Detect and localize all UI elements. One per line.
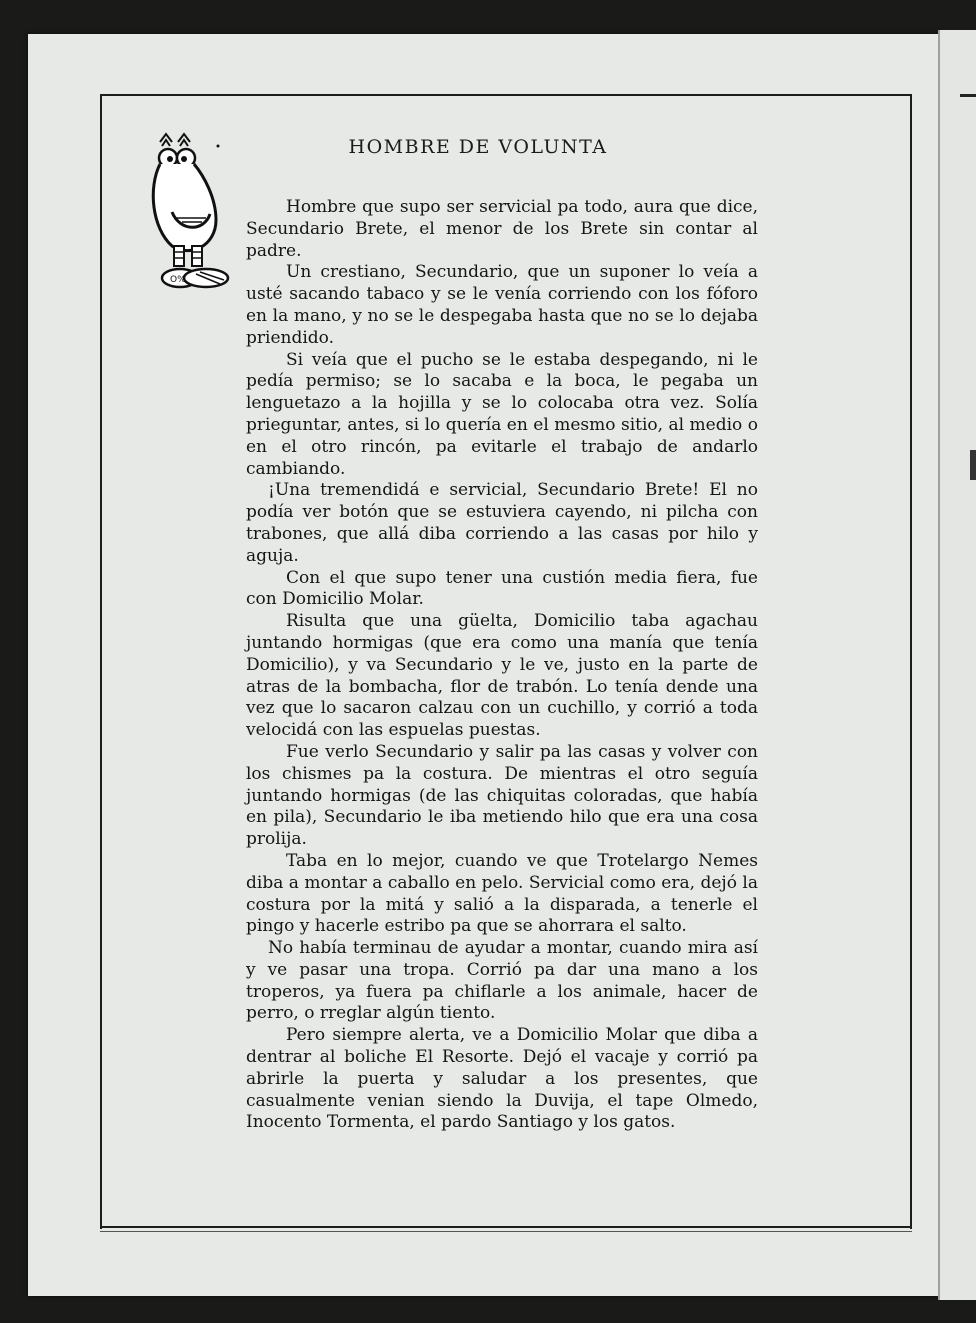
divider [970,450,976,480]
article-body [246,197,758,1134]
document-page [28,34,940,1296]
divider [960,94,976,97]
cartoon-man-icon [146,128,236,308]
paragraph: ¡Una tremendidá e servicial, Secundario Brete! El no podía ver botón que se estuviera cayendo, ni pilcha con trabones, que allá diba corriendo a las casas por hilo y aguja. [246,480,758,566]
paragraph: Taba en lo mejor, cuando ve que Trotelargo Nemes diba a montar a caballo en pelo. Servicial como era, dejó la costura por la mitá y salió a la disparada, a tenerle el pingo y hacerle estribo pa que se ahorrara el salto. [246,850,758,937]
bottom-rule [100,1226,912,1228]
paragraph: Con el que supo tener una custión media fiera, fue con Domicilio Molar. [246,567,758,610]
paragraph: Fue verlo Secundario y salir pa las casas y volver con los chismes pa la costura. De mientras el otro seguía juntando hormigas (de las chiquitas coloradas, que había en pila), Secundario le iba metiendo hilo que era una cosa prolija. [246,741,758,850]
paragraph: Risulta que una güelta, Domicilio taba agachau juntando hormigas (que era como una manía que tenía Domicilio), y va Secundario y le ve, justo en la parte de atras de la bombacha, flor de trabón. Lo tenía dende una vez que lo sacaron calzau con un cuchillo, y corrió a toda velocidá con las espuelas puestas. [246,611,758,741]
paragraph: No había terminau de ayudar a montar, cuando mira así y ve pasar una tropa. Corrió pa dar una mano a los troperos, ya fuera pa chiflarle a los animale, hacer de perro, o rreglar algún tiento. [246,938,758,1024]
paragraph: Hombre que supo ser servicial pa todo, aura que dice, Secundario Brete, el menor de los Brete sin contar al padre. [246,197,758,261]
paragraph: Pero siempre alerta, ve a Domicilio Molar que diba a dentrar al boliche El Resorte. Dejó el vacaje y corrió pa abrirle la puerta y saludar a los presentes, que casualmente venian siendo la Duvija, el tape Olmedo, Inocento Tormenta, el pardo Santiago y los gatos. [246,1025,758,1133]
article-title: HOMBRE DE VOLUNTA [348,136,608,158]
bottom-rule-thin [100,1231,912,1232]
paragraph: Un crestiano, Secundario, que un suponer lo veía a usté sacando tabaco y se le venía corriendo con los fóforo en la mano, y no se le despegaba hasta que no se lo dejaba priendido. [246,262,758,348]
adjacent-page-edge [938,30,976,1300]
svg-text:O%: O% [170,275,186,285]
paragraph: Si veía que el pucho se le estaba despegando, ni le pedía permiso; se lo sacaba e la boca, le pegaba un lenguetazo a la hojilla y se lo colocaba otra vez. Solía prieguntar, antes, si lo quería en el mesmo sitio, al medio o en el otro rincón, pa evitarle el trabajo de andarlo cambiando. [246,349,758,479]
